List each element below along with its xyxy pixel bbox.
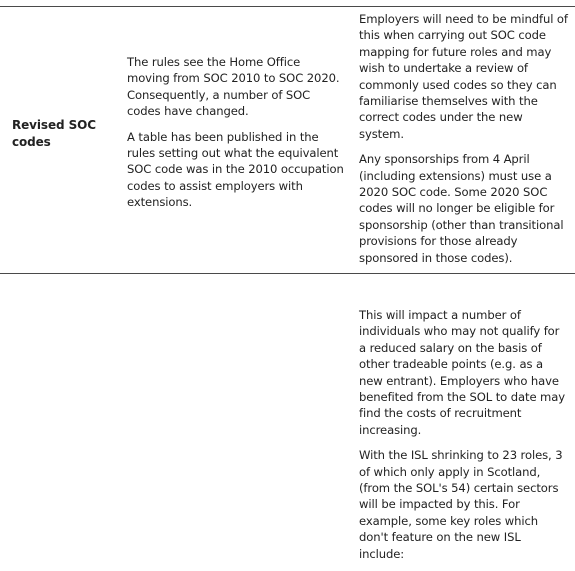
row2-impact-paragraph: This will impact a number of individuals who may not qualify for a reduced salary on the basis of other tradeable points (e.g. as a new entrant). Employers who have benefited from the SOL to date may find the costs of recruitment increasing. [359,308,566,437]
row2-impact-cell [359,307,569,571]
row-label-revised-soc-codes: Revised SOC codes [12,118,96,149]
row1-details-paragraph: A table has been published in the rules setting out what the equivalent SOC code was in the 2010 occupation codes to assist employers with extensions. [127,129,344,210]
table-top-border [0,6,575,7]
row1-details-paragraph: The rules see the Home Office moving from SOC 2010 to SOC 2020. Consequently, a number of SOC codes have changed. [127,55,340,119]
row1-impact-paragraph: Employers will need to be mindful of this when carrying out SOC code mapping for future roles and may wish to undertake a review of commonly used codes so they can familiarise themselves with the correct codes under the new system. [359,12,568,141]
row1-details-cell [127,54,345,220]
row1-impact-cell [359,11,569,275]
row2-impact-paragraph: With the ISL shrinking to 23 roles, 3 of which only apply in Scotland, (from the SOL's 54) certain sectors will be impacted by this. For example, some key roles which don't feature on the new ISL include: [359,448,563,561]
row1-impact-paragraph: Any sponsorships from 4 April (including extensions) must use a 2020 SOC code. Some 2020 SOC codes will no longer be eligible for sponsorship (other than transitional provisions for those already sponsored in those codes). [359,152,564,265]
